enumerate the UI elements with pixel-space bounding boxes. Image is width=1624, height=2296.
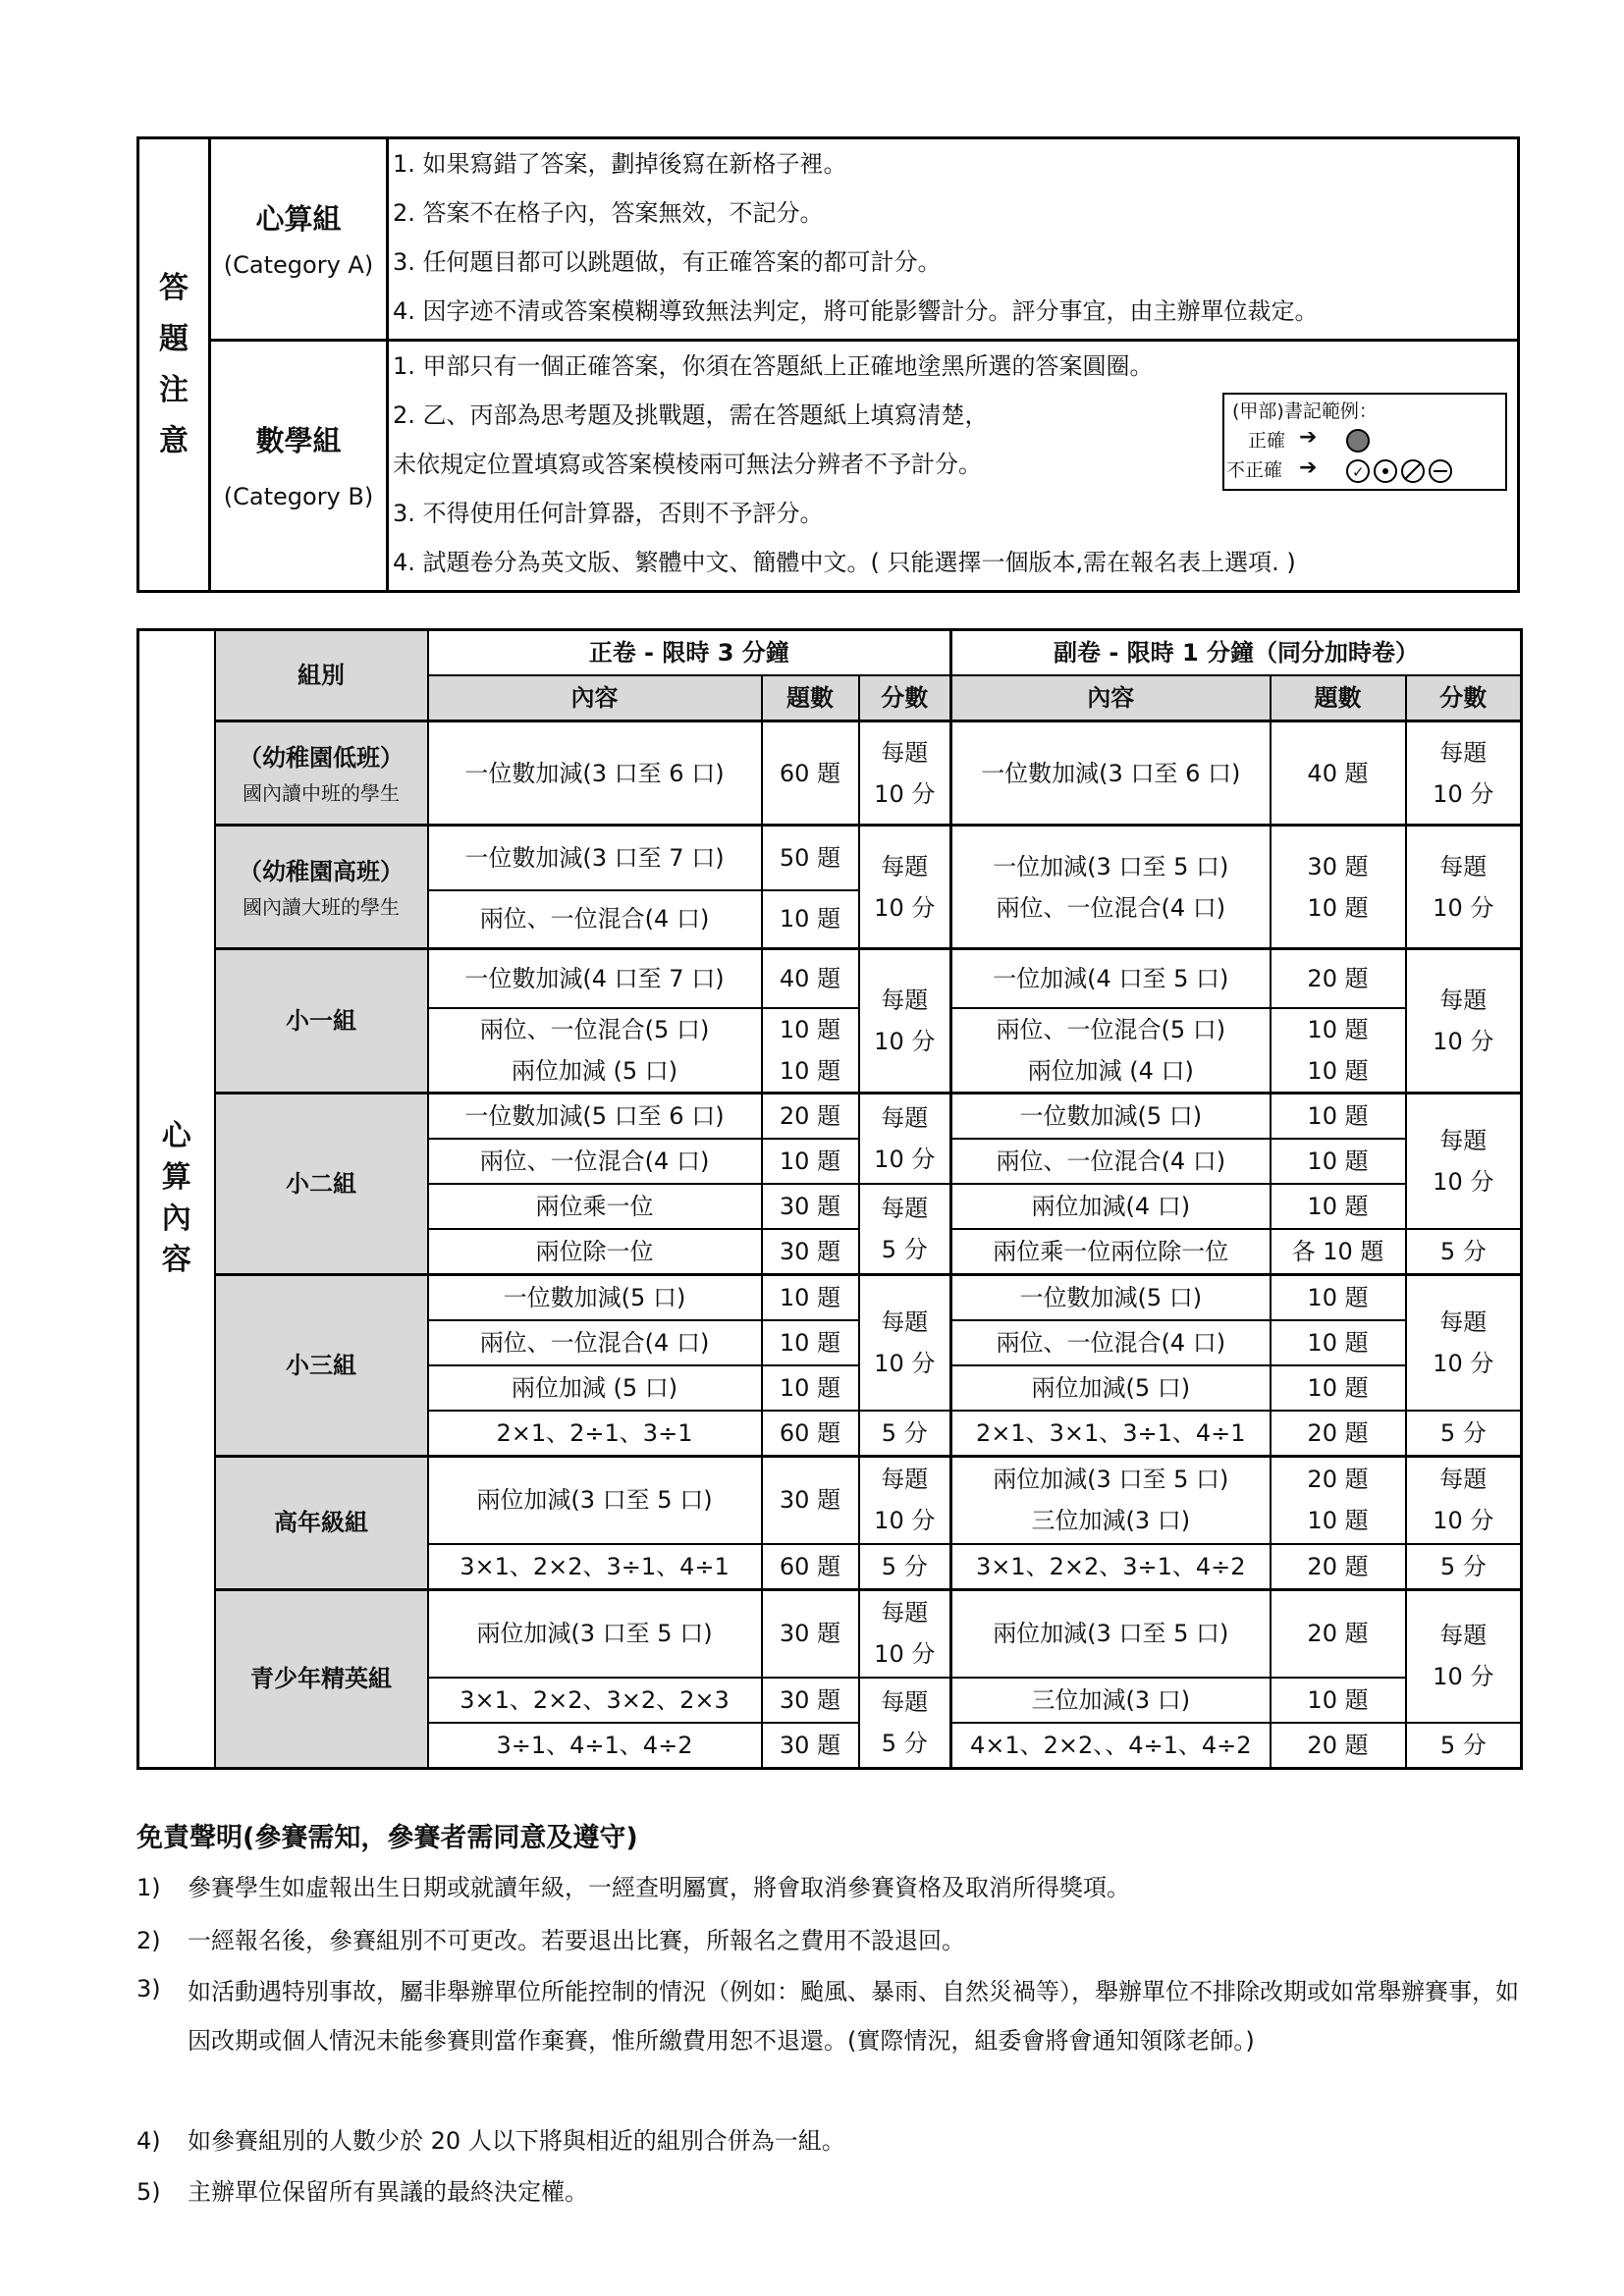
- table-cell: 30 題 10 題: [1271, 826, 1406, 949]
- col-score-header: 分數: [1406, 675, 1522, 721]
- label-char: 心: [161, 1119, 191, 1154]
- table-cell: 兩位、一位混合(4 口): [951, 1320, 1271, 1365]
- category-a-rules: [388, 138, 1519, 341]
- group-grade-1: 小一組: [215, 949, 428, 1094]
- label-char: 意: [159, 423, 189, 458]
- minus-circle-icon: [1429, 459, 1452, 483]
- table-cell: 每題 5 分: [859, 1184, 951, 1275]
- table-cell: 10 題: [1271, 1184, 1406, 1229]
- table-cell: 5 分: [859, 1411, 951, 1457]
- table-cell: 各 10 題: [1271, 1229, 1406, 1275]
- category-b-en: (Category B): [223, 482, 374, 510]
- rule-text: 2. 乙、丙部為思考題及挑戰題，需在答題紙上填寫清楚，: [393, 401, 989, 429]
- table-cell: 30 題: [762, 1723, 859, 1769]
- table-cell: 每題 10 分: [859, 1456, 951, 1544]
- table-cell: 10 題: [762, 1365, 859, 1411]
- item-number: 2): [136, 1927, 161, 1954]
- table-cell: 一位數加減(4 口至 7 口): [428, 949, 762, 1008]
- table-cell: 兩位加減(5 口): [951, 1365, 1271, 1411]
- label-char: 答: [159, 270, 189, 305]
- rule-text: 未依規定位置填寫或答案模棱兩可無法分辨者不予計分。: [393, 451, 982, 478]
- rule-text: 1. 甲部只有一個正確答案，你須在答題紙上正確地塗黑所選的答案圓圈。: [393, 352, 1154, 380]
- item-text: 如活動遇特別事故，屬非舉辦單位所能控制的情況（例如：颱風、暴雨、自然災禍等），舉辦單位不排除改期或如常舉辦賽事，如因改期或個人情況未能參賽則當作棄賽，惟所繳費用恕不退還。(實際情況，組委會將會通知領隊老師。): [188, 1978, 1519, 2055]
- rule-text: 3. 任何題目都可以跳題做，有正確答案的都可計分。: [393, 248, 942, 276]
- disclaimer-item: [136, 2119, 1531, 2163]
- group-note: 國內讀中班的學生: [243, 780, 400, 805]
- table-cell: 20 題: [1271, 949, 1406, 1008]
- table-cell: 兩位加減(4 口): [951, 1184, 1271, 1229]
- disclaimer-item: [136, 1866, 1531, 1910]
- col-content-header: 內容: [428, 675, 762, 721]
- table-cell: 3×1、2×2、3÷1、4÷1: [428, 1544, 762, 1590]
- item-number: 4): [136, 2127, 161, 2155]
- table-cell: 兩位加減(3 口至 5 口): [428, 1590, 762, 1678]
- table-cell: 每題 10 分: [1406, 1093, 1522, 1229]
- item-text: 一經報名後，參賽組別不可更改。若要退出比賽，所報名之費用不設退回。: [188, 1927, 965, 1954]
- table-cell: 每題 10 分: [1406, 949, 1522, 1094]
- answer-notes-label: [138, 138, 210, 592]
- table-cell: 60 題: [762, 1544, 859, 1590]
- table-cell: 兩位加減(3 口至 5 口): [951, 1590, 1271, 1678]
- table-cell: 一位數加減(3 口至 6 口): [951, 721, 1271, 826]
- table-cell: 兩位、一位混合(5 口) 兩位加減 (5 口): [428, 1008, 762, 1094]
- table-cell: 5 分: [1406, 1544, 1522, 1590]
- table-cell: 3÷1、4÷1、4÷2: [428, 1723, 762, 1769]
- filled-circle-icon: [1346, 427, 1374, 453]
- table-cell: 10 題: [762, 1274, 859, 1320]
- check-circle-icon: ✓: [1346, 459, 1370, 483]
- table-cell: 30 題: [762, 1229, 859, 1275]
- table-cell: 兩位加減(3 口至 5 口) 三位加減(3 口): [951, 1456, 1271, 1544]
- label-char: 容: [161, 1243, 191, 1278]
- group-grade-2: 小二組: [215, 1093, 428, 1274]
- table-cell: 20 題: [762, 1093, 859, 1139]
- col-count-header: 題數: [762, 675, 859, 721]
- label-char: 內: [161, 1201, 191, 1237]
- table-cell: 一位數加減(3 口至 7 口): [428, 826, 762, 890]
- table-cell: 60 題: [762, 721, 859, 826]
- table-cell: 20 題: [1271, 1723, 1406, 1769]
- table-cell: 一位數加減(3 口至 6 口): [428, 721, 762, 826]
- table-cell: 50 題: [762, 826, 859, 890]
- item-number: 3): [136, 1975, 161, 2002]
- marking-example-legend: [1222, 393, 1507, 491]
- legend-incorrect-label: 不正確: [1226, 459, 1283, 481]
- category-a-name: 心算組: [255, 201, 342, 236]
- group-senior-grade: 高年級組: [215, 1456, 428, 1590]
- table-cell: 3×1、2×2、3×2、2×3: [428, 1678, 762, 1723]
- table-cell: 每題 10 分: [1406, 1274, 1522, 1411]
- incorrect-marks: [1346, 457, 1456, 483]
- group-header: 組別: [215, 630, 428, 721]
- group-grade-3: 小三組: [215, 1274, 428, 1456]
- table-cell: 每題 10 分: [859, 1590, 951, 1678]
- category-b-rules: [388, 341, 1519, 592]
- category-b-cell: [210, 341, 388, 592]
- group-kindergarten-high: [215, 826, 428, 949]
- item-number: 5): [136, 2178, 161, 2206]
- table-cell: 兩位加減(3 口至 5 口): [428, 1456, 762, 1544]
- rule-text: 4. 因字迹不清或答案模糊導致無法判定，將可能影響計分。評分事宜，由主辦單位裁定。: [393, 297, 1319, 325]
- table-cell: 兩位、一位混合(4 口): [951, 1139, 1271, 1184]
- table-cell: 10 題: [1271, 1139, 1406, 1184]
- main-paper-header: 正卷 - 限時 3 分鐘: [428, 630, 951, 676]
- rule-text: 4. 試題卷分為英文版、繁體中文、簡體中文。( 只能選擇一個版本,需在報名表上選項. ): [393, 549, 1296, 576]
- group-kindergarten-low: [215, 721, 428, 826]
- table-cell: 兩位乘一位兩位除一位: [951, 1229, 1271, 1275]
- category-a-cell: [210, 138, 388, 341]
- table-cell: 每題 5 分: [859, 1678, 951, 1769]
- item-text: 如參賽組別的人數少於 20 人以下將與相近的組別合併為一組。: [188, 2127, 845, 2155]
- table-cell: 每題 10 分: [1406, 1456, 1522, 1544]
- table-cell: 一位數加減(5 口至 6 口): [428, 1093, 762, 1139]
- mental-math-content-label: [138, 630, 215, 1769]
- arrow-right-icon: ➔: [1299, 455, 1318, 480]
- category-b-name: 數學組: [255, 423, 342, 457]
- table-cell: 一位加減(4 口至 5 口): [951, 949, 1271, 1008]
- table-cell: 4×1、2×2、、4÷1、4÷2: [951, 1723, 1271, 1769]
- table-cell: 兩位、一位混合(4 口): [428, 1320, 762, 1365]
- table-cell: 20 題: [1271, 1590, 1406, 1678]
- table-cell: 每題 10 分: [859, 826, 951, 949]
- table-cell: 5 分: [1406, 1229, 1522, 1275]
- group-title: （幼稚園低班）: [239, 743, 404, 772]
- disclaimer-title: 免責聲明(參賽需知，參賽者需同意及遵守): [136, 1823, 638, 1853]
- legend-correct-label: 正確: [1248, 430, 1286, 452]
- dot-circle-icon: [1374, 459, 1397, 483]
- table-cell: 60 題: [762, 1411, 859, 1457]
- mental-math-content-table: [136, 628, 1523, 1770]
- group-title: （幼稚園高班）: [239, 857, 404, 885]
- table-cell: 10 題: [1271, 1365, 1406, 1411]
- table-cell: 兩位除一位: [428, 1229, 762, 1275]
- table-cell: 30 題: [762, 1590, 859, 1678]
- label-char: 算: [161, 1160, 191, 1196]
- disclaimer-item: [136, 2170, 1531, 2215]
- disclaimer-item: [136, 1967, 1523, 2065]
- table-cell: 兩位乘一位: [428, 1184, 762, 1229]
- table-cell: 20 題 10 題: [1271, 1456, 1406, 1544]
- label-char: 注: [159, 372, 189, 407]
- table-cell: 每題 10 分: [859, 949, 951, 1094]
- table-cell: 兩位加減 (5 口): [428, 1365, 762, 1411]
- table-cell: 10 題: [762, 1139, 859, 1184]
- table-cell: 每題 10 分: [859, 1274, 951, 1411]
- table-cell: 10 題: [1271, 1678, 1406, 1723]
- table-cell: 40 題: [1271, 721, 1406, 826]
- table-cell: 10 題 10 題: [1271, 1008, 1406, 1094]
- table-cell: 2×1、3×1、3÷1、4÷1: [951, 1411, 1271, 1457]
- table-cell: 20 題: [1271, 1544, 1406, 1590]
- item-text: 主辦單位保留所有異議的最終決定權。: [188, 2178, 588, 2206]
- arrow-right-icon: ➔: [1299, 425, 1318, 450]
- table-cell: 30 題: [762, 1456, 859, 1544]
- table-cell: 10 題: [1271, 1274, 1406, 1320]
- table-cell: 2×1、2÷1、3÷1: [428, 1411, 762, 1457]
- answer-notes-table: [136, 136, 1520, 593]
- col-count-header: 題數: [1271, 675, 1406, 721]
- table-cell: 一位加減(3 口至 5 口) 兩位、一位混合(4 口): [951, 826, 1271, 949]
- table-cell: 10 題: [762, 890, 859, 949]
- rule-text: 3. 不得使用任何計算器，否則不予評分。: [393, 500, 824, 527]
- table-cell: 兩位、一位混合(5 口) 兩位加減 (4 口): [951, 1008, 1271, 1094]
- table-cell: 每題 10 分: [859, 721, 951, 826]
- table-cell: 5 分: [1406, 1411, 1522, 1457]
- table-cell: 10 題: [762, 1320, 859, 1365]
- table-cell: 10 題 10 題: [762, 1008, 859, 1094]
- table-cell: 兩位、一位混合(4 口): [428, 1139, 762, 1184]
- table-cell: 10 題: [1271, 1093, 1406, 1139]
- table-cell: 5 分: [859, 1544, 951, 1590]
- table-cell: 一位數加減(5 口): [951, 1093, 1271, 1139]
- label-char: 題: [159, 321, 189, 356]
- table-cell: 一位數加減(5 口): [951, 1274, 1271, 1320]
- table-cell: 20 題: [1271, 1411, 1406, 1457]
- table-cell: 5 分: [1406, 1723, 1522, 1769]
- col-score-header: 分數: [859, 675, 951, 721]
- table-cell: 三位加減(3 口): [951, 1678, 1271, 1723]
- table-cell: 3×1、2×2、3÷1、4÷2: [951, 1544, 1271, 1590]
- rule-text: 1. 如果寫錯了答案，劃掉後寫在新格子裡。: [393, 150, 847, 178]
- disclaimer-item: [136, 1919, 1531, 1963]
- item-number: 1): [136, 1874, 161, 1901]
- legend-title: (甲部)書記範例：: [1232, 400, 1378, 422]
- table-cell: 每題 10 分: [859, 1093, 951, 1184]
- table-cell: 30 題: [762, 1184, 859, 1229]
- table-cell: 每題 10 分: [1406, 721, 1522, 826]
- table-cell: 30 題: [762, 1678, 859, 1723]
- table-cell: 每題 10 分: [1406, 826, 1522, 949]
- category-a-en: (Category A): [223, 250, 374, 279]
- col-content-header: 內容: [951, 675, 1271, 721]
- group-youth-elite: 青少年精英組: [215, 1590, 428, 1769]
- table-cell: 一位數加減(5 口): [428, 1274, 762, 1320]
- item-text: 參賽學生如虛報出生日期或就讀年級，一經查明屬實，將會取消參賽資格及取消所得獎項。: [188, 1874, 1130, 1901]
- table-cell: 兩位、一位混合(4 口): [428, 890, 762, 949]
- table-cell: 每題 10 分: [1406, 1590, 1522, 1723]
- table-cell: 10 題: [1271, 1320, 1406, 1365]
- slash-circle-icon: [1401, 459, 1425, 483]
- sub-paper-header: 副卷 - 限時 1 分鐘（同分加時卷）: [951, 630, 1522, 676]
- rule-text: 2. 答案不在格子內，答案無效，不記分。: [393, 199, 824, 227]
- table-cell: 40 題: [762, 949, 859, 1008]
- group-note: 國內讀大班的學生: [243, 894, 400, 919]
